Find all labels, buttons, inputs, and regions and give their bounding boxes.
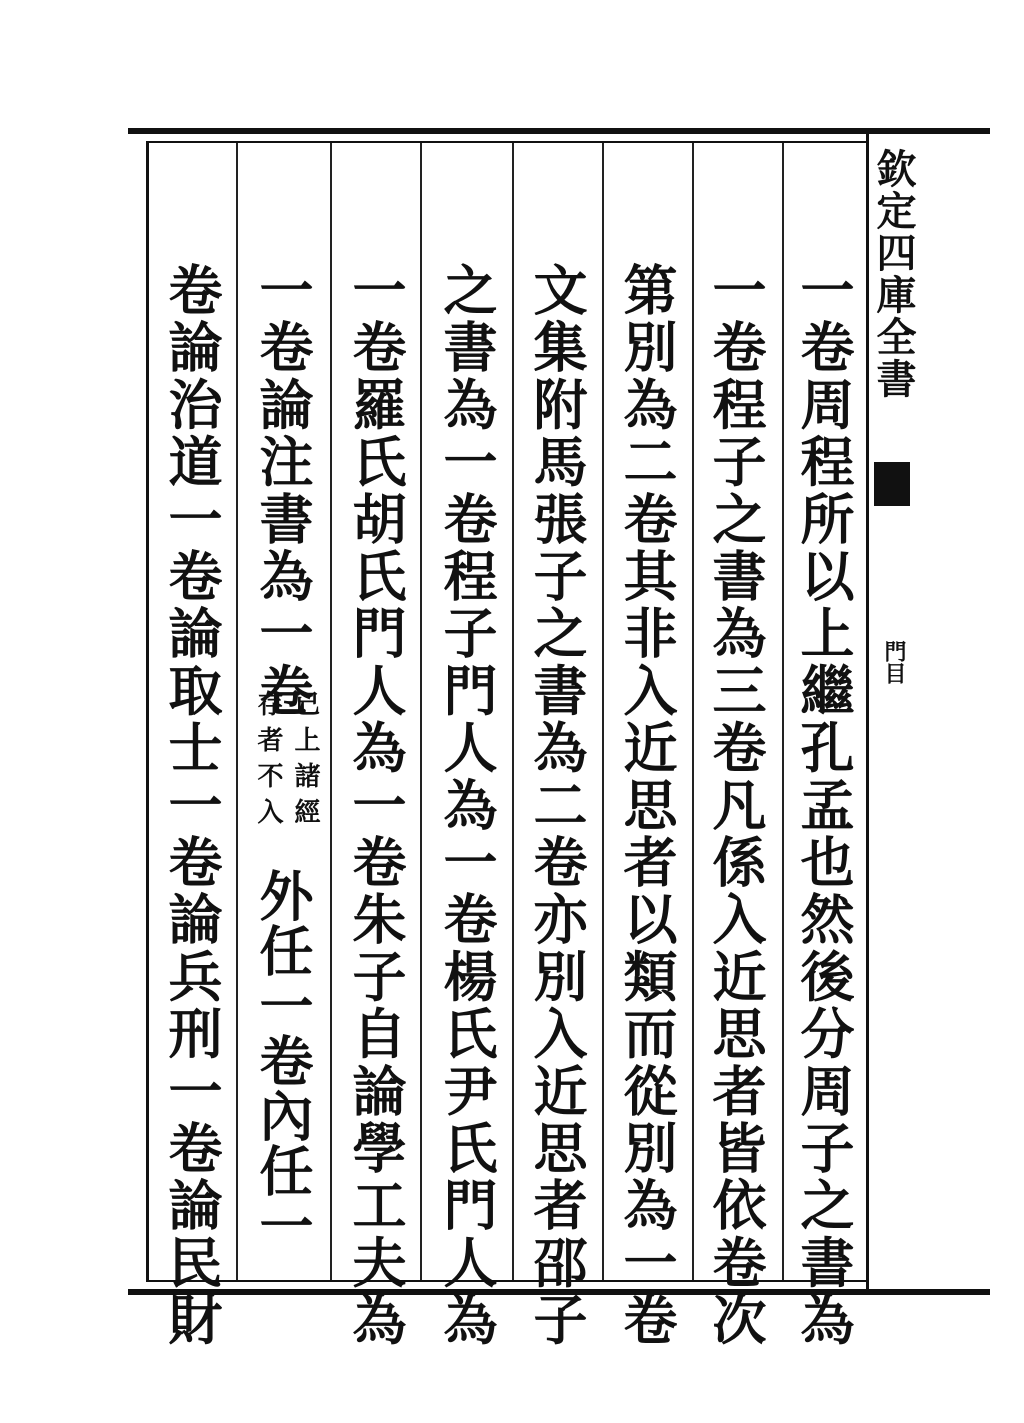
text-column-4: 文集附馬張子之書為二卷亦別入近思者邵子 xyxy=(525,262,589,1349)
text-column-8: 卷論治道一卷論取士一卷論兵刑一卷論民財 xyxy=(160,262,224,1349)
column-divider xyxy=(236,143,238,1280)
column-divider xyxy=(330,143,332,1280)
top-rule xyxy=(128,128,990,134)
frame-right-border xyxy=(866,134,869,1292)
frame-left-border xyxy=(146,141,149,1282)
text-column-5: 之書為一卷程子門人為一卷楊氏尹氏門人為 xyxy=(435,262,499,1349)
annotation-line-2: 存者不入 xyxy=(253,690,283,834)
text-column-7b: 外任一卷內任一 xyxy=(251,868,315,1253)
text-column-6: 一卷羅氏胡氏門人為一卷朱子自論學工夫為 xyxy=(344,262,408,1349)
column-divider xyxy=(692,143,694,1280)
top-inner-rule xyxy=(146,141,868,143)
annotation-line-1: 已上諸經 xyxy=(290,690,320,834)
fishtail-mark xyxy=(874,462,910,506)
column-divider xyxy=(782,143,784,1280)
margin-section: 門目 xyxy=(881,640,907,684)
column-divider xyxy=(512,143,514,1280)
column-divider xyxy=(602,143,604,1280)
margin-title: 欽定四庫全書 xyxy=(870,148,917,400)
text-column-3: 第別為二卷其非入近思者以類而從別為一卷 xyxy=(615,262,679,1349)
text-column-1: 一卷周程所以上繼孔孟也然後分周子之書為 xyxy=(792,262,856,1349)
text-column-7a: 一卷論注書為一卷 xyxy=(251,262,315,720)
text-column-2: 一卷程子之書為三卷凡係入近思者皆依卷次 xyxy=(704,262,768,1349)
column-divider xyxy=(420,143,422,1280)
